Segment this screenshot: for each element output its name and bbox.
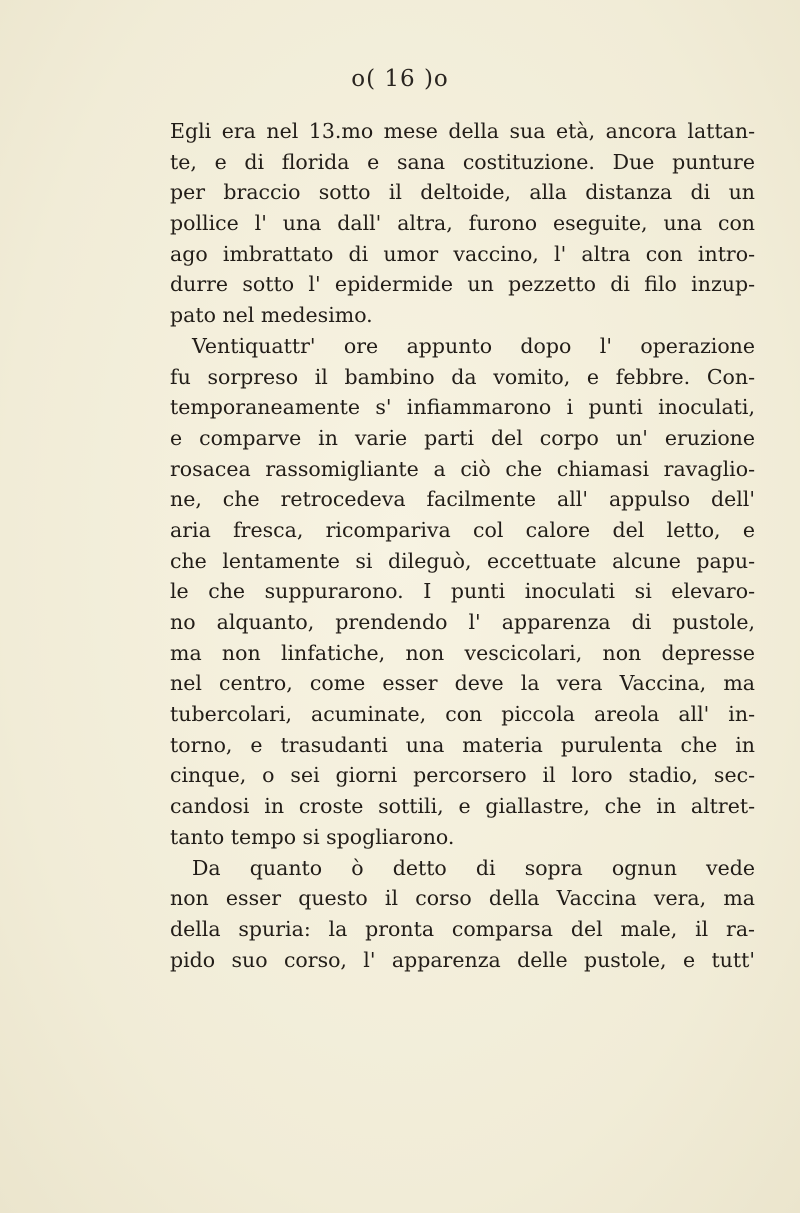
text-line: pato nel medesimo. — [170, 303, 373, 328]
text-line: le che suppurarono. I punti inoculati si elevaro- — [170, 579, 755, 604]
text-line: pido suo corso, l' apparenza delle pustole, e tutt' — [170, 947, 755, 972]
text-line: ma non linfatiche, non vescicolari, non depresse — [170, 640, 755, 665]
text-line: non esser questo il corso della Vaccina vera, ma — [170, 886, 755, 911]
text-line: durre sotto l' epidermide un pezzetto di filo inzup- — [170, 272, 755, 297]
body-text — [170, 116, 755, 975]
text-line: e comparve in varie parti del corpo un' eruzione — [170, 425, 755, 450]
text-line: fu sorpreso il bambino da vomito, e febbre. Con- — [170, 364, 755, 389]
text-line: che lentamente si dileguò, eccettuate alcune papu- — [170, 548, 755, 573]
text-line: pollice l' una dall' altra, furono eseguite, una con — [170, 211, 755, 236]
text-line: cinque, o sei giorni percorsero il loro stadio, sec- — [170, 763, 755, 788]
paragraph-start-line: Da quanto ò detto di sopra ognun vede — [192, 855, 755, 880]
text-line: rosacea rassomigliante a ciò che chiamasi ravaglio- — [170, 456, 755, 481]
text-line: nel centro, come esser deve la vera Vaccina, ma — [170, 671, 755, 696]
text-line: aria fresca, ricompariva col calore del letto, e — [170, 517, 755, 542]
paragraph-start-line: Ventiquattr' ore appunto dopo l' operazione — [192, 333, 755, 358]
text-line: Egli era nel 13.mo mese della sua età, ancora lattan- — [170, 119, 755, 143]
text-line: torno, e trasudanti una materia purulenta che in — [170, 732, 755, 757]
text-line: tubercolari, acuminate, con piccola areola all' in- — [170, 702, 755, 727]
text-line: no alquanto, prendendo l' apparenza di pustole, — [170, 610, 755, 634]
text-line: candosi in croste sottili, e giallastre, che in altret- — [170, 794, 755, 819]
text-line: della spuria: la pronta comparsa del male, il ra- — [170, 916, 755, 941]
text-line: ago imbrattato di umor vaccino, l' altra con intro- — [170, 241, 755, 266]
text-line: temporaneamente s' infiammarono i punti inoculati, — [170, 395, 755, 420]
text-line: per braccio sotto il deltoide, alla distanza di un — [170, 180, 755, 205]
text-line: tanto tempo si spogliarono. — [170, 824, 455, 849]
page-number: o( 16 )o — [351, 66, 449, 92]
text-line: te, e di florida e sana costituzione. Due punture — [170, 149, 755, 174]
text-line: ne, che retrocedeva facilmente all' appulso dell' — [170, 487, 755, 512]
